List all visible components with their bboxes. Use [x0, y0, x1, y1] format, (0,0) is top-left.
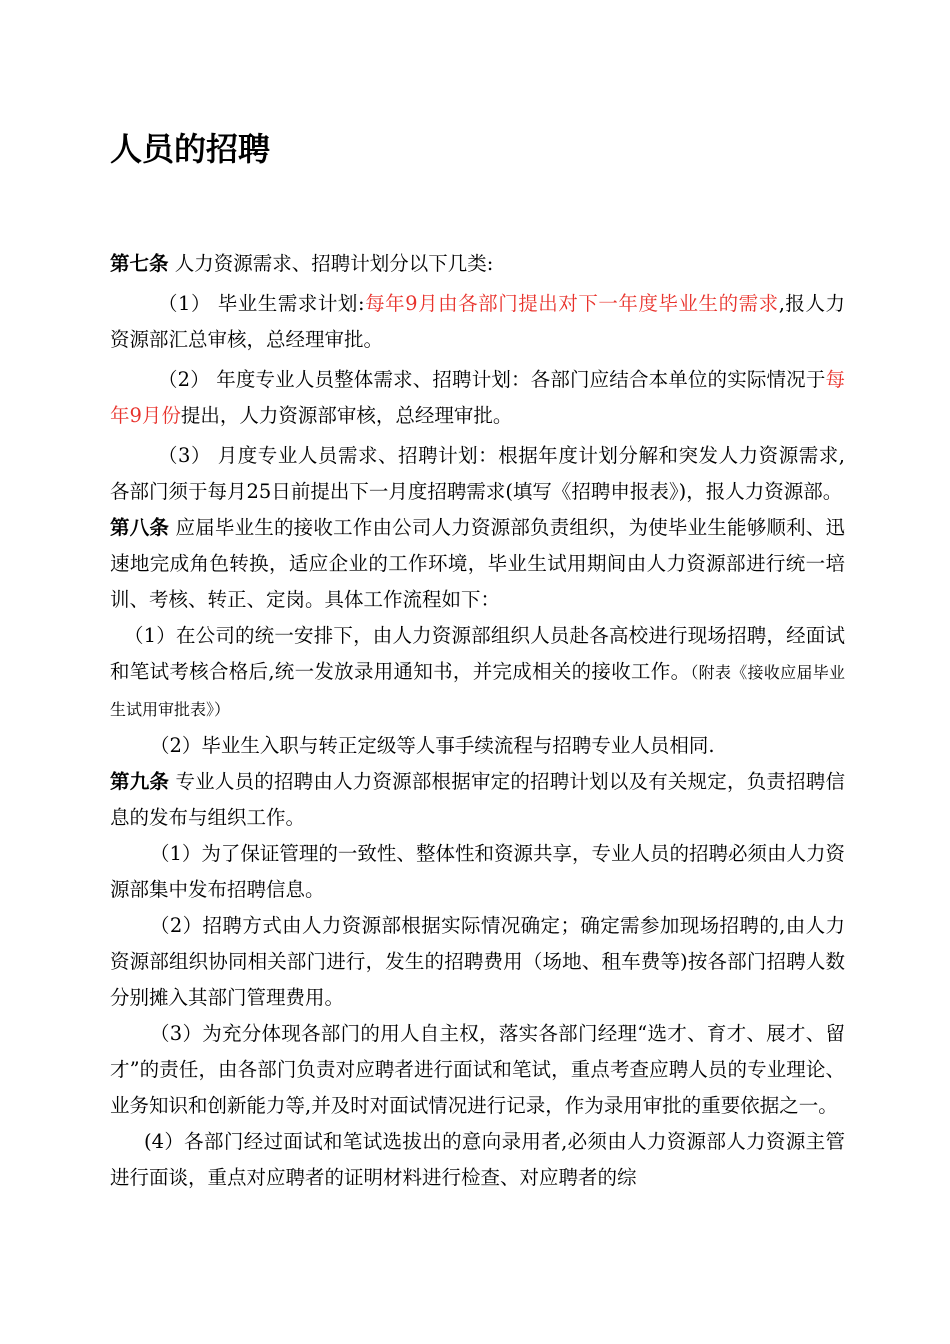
article-9-item-4: (4）各部门经过面试和笔试选拔出的意向录用者,必须由人力资源部人力资源主管进行面谈，重点对应聘者的证明材料进行检查、对应聘者的综	[110, 1130, 845, 1189]
article-9-item-1: （1）为了保证管理的一致性、整体性和资源共享，专业人员的招聘必须由人力资源部集中发布招聘信息。	[110, 842, 845, 901]
article-7-item-1-post: ,报人力资源部汇总审核，总经理审批。	[110, 292, 845, 351]
article-8-intro-text: 应届毕业生的接收工作由公司人力资源部负责组织，为使毕业生能够顺利、迅速地完成角色转换，适应企业的工作环境，毕业生试用期间由人力资源部进行统一培训、考核、转正、定岗。具体工作流程如下：	[110, 516, 845, 611]
article-8-intro	[110, 510, 845, 618]
article-7-item-2	[110, 362, 845, 434]
article-7-label: 第七条	[110, 252, 169, 275]
article-8-item-1-note: （附表《接收应届毕业生试用审批表》）	[110, 663, 845, 719]
article-7-item-2-highlight: 每年9月份	[110, 368, 845, 427]
article-7-item-1-pre: （1） 毕业生需求计划:	[158, 292, 365, 315]
article-8-item-1-text: （1）在公司的统一安排下，由人力资源部组织人员赴各高校进行现场招聘，经面试和笔试考核合格后,统一发放录用通知书，并完成相关的接收工作。	[110, 624, 845, 683]
article-9-intro-text: 专业人员的招聘由人力资源部根据审定的招聘计划以及有关规定，负责招聘信息的发布与组织工作。	[110, 770, 845, 829]
article-9-label: 第九条	[110, 770, 170, 793]
article-7-item-3: （3） 月度专业人员需求、招聘计划：根据年度计划分解和突发人力资源需求,各部门须于每月25日前提出下一月度招聘需求(填写《招聘申报表》)，报人力资源部。	[110, 444, 845, 503]
article-9-item-2: （2）招聘方式由人力资源部根据实际情况确定；确定需参加现场招聘的,由人力资源部组织协同相关部门进行，发生的招聘费用（场地、租车费等)按各部门招聘人数分别摊入其部门管理费用。	[110, 914, 845, 1009]
article-7-item-2-post: 提出，人力资源部审核，总经理审批。	[180, 404, 513, 427]
article-7-intro-text: 人力资源需求、招聘计划分以下几类:	[168, 252, 494, 275]
article-7-item-1	[110, 286, 845, 358]
article-7-item-2-pre: （2） 年度专业人员整体需求、招聘计划：各部门应结合本单位的实际情况于	[158, 368, 826, 391]
article-8-item-2: （2）毕业生入职与转正定级等人事手续流程与招聘专业人员相同.	[150, 734, 715, 757]
article-8-item-1	[110, 618, 845, 728]
article-9-intro	[110, 764, 845, 836]
article-7-item-1-highlight: 每年9月由各部门提出对下一年度毕业生的需求	[364, 292, 779, 315]
document-title: 人员的招聘	[110, 130, 271, 168]
document-body	[110, 246, 845, 1196]
article-8-label: 第八条	[110, 516, 170, 539]
article-9-item-3: （3）为充分体现各部门的用人自主权，落实各部门经理“选才、育才、展才、留才”的责任，由各部门负责对应聘者进行面试和笔试，重点考查应聘人员的专业理论、业务知识和创新能力等,并及时对面试情况进行记录，作为录用审批的重要依据之一。	[110, 1022, 845, 1117]
article-7-intro	[110, 246, 845, 282]
